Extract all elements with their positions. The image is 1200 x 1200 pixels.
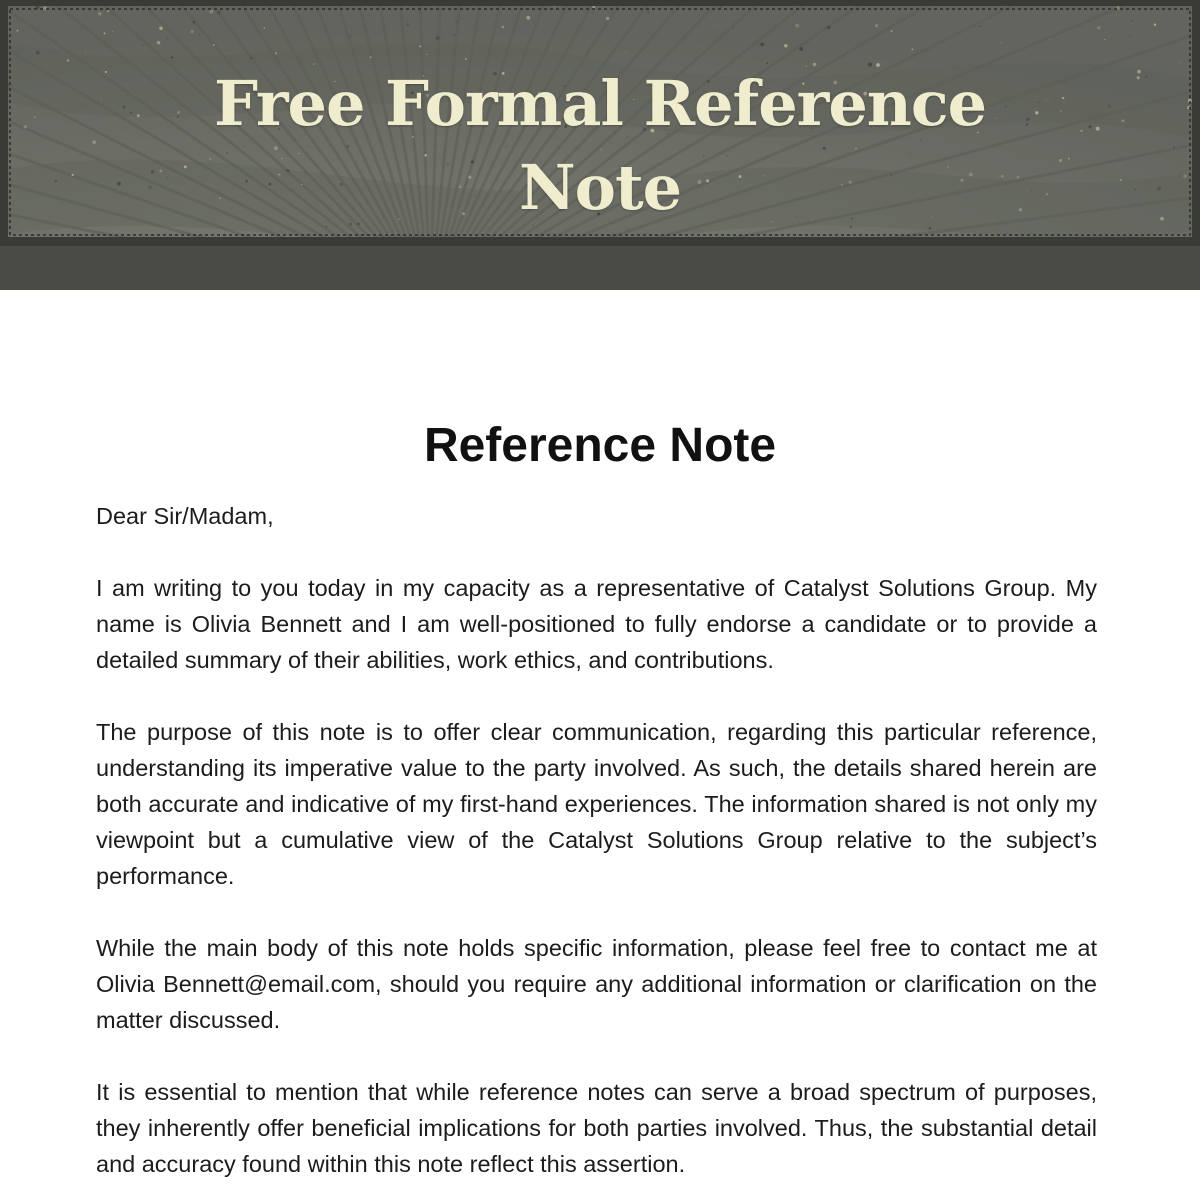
banner-title-line-1: Free Formal Reference: [213, 67, 987, 140]
body-paragraph: While the main body of this note holds specific information, please feel free to contact me at Olivia Bennett@email.com, should you require any additional information or clarification on the matter discussed.: [96, 935, 1097, 1033]
document-body: [96, 498, 1097, 1200]
body-paragraph: It is essential to mention that while reference notes can serve a broad spectrum of purposes, they inherently offer beneficial implications for both parties involved. Thus, the substantial detail and accuracy found within this note reflect this assertion.: [96, 1079, 1097, 1177]
banner-title: [0, 62, 1200, 230]
document-title: Reference Note: [423, 419, 777, 472]
body-paragraph: I am writing to you today in my capacity as a representative of Catalyst Solutions Group. My name is Olivia Bennett and I am well-positioned to fully endorse a candidate or to provide a detailed summary of their abilities, work ethics, and contributions.: [96, 575, 1097, 673]
header-banner: [0, 0, 1200, 290]
banner-title-line-2: Note: [518, 151, 682, 224]
body-paragraph: The purpose of this note is to offer clear communication, regarding this particular reference, understanding its imperative value to the party involved. As such, the details shared herein are both accurate and indicative of my first-hand experiences. The information shared is not only my viewpoint but a cumulative view of the Catalyst Solutions Group relative to the subject’s performance.: [96, 719, 1097, 889]
salutation: Dear Sir/Madam,: [96, 503, 274, 529]
